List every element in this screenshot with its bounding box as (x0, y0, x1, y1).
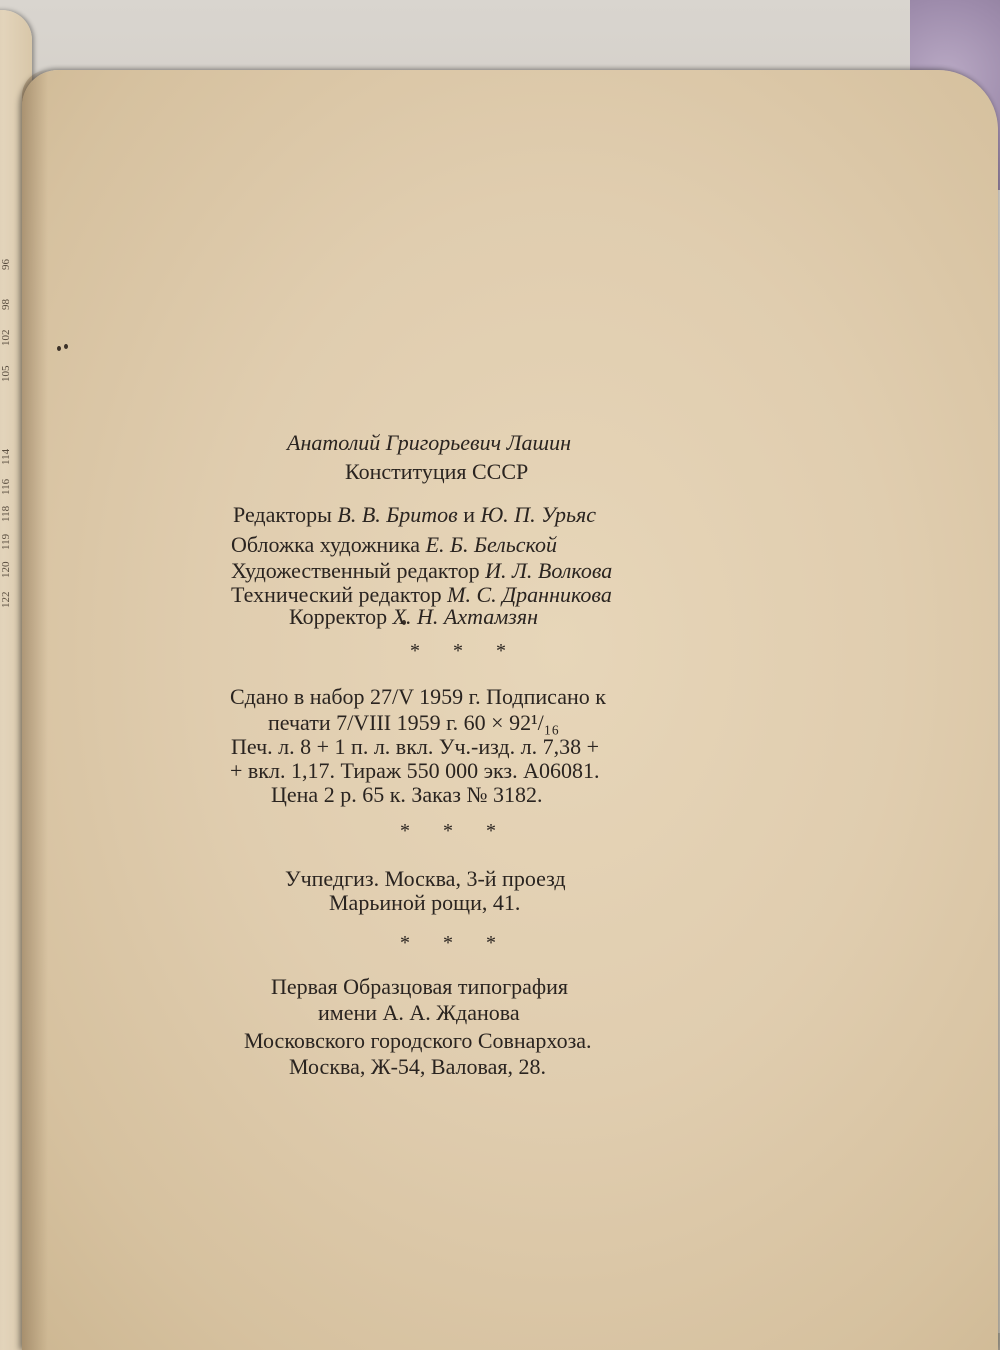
credit-join: и (457, 502, 481, 527)
page-number: 116 (0, 478, 12, 495)
printer-line: Первая Образцовая типография (271, 974, 569, 999)
printer-line: имени А. А. Жданова (318, 1000, 520, 1025)
printing-info-line: печати 7/VIII 1959 г. 60 × 92¹/₁₆ (268, 710, 560, 735)
credit-name: Х. Н. Ахтамзян (392, 604, 539, 629)
credit-role: Обложка художника (231, 532, 426, 557)
credit-role: Технический редактор (231, 582, 448, 607)
credit-art-editor (231, 558, 612, 584)
page-number: 98 (0, 299, 12, 310)
credit-cover-artist (231, 532, 557, 558)
credit-role: Редакторы (233, 502, 338, 527)
page-gutter-shadow (22, 70, 48, 1350)
page-number: 102 (0, 329, 12, 346)
page-number: 119 (0, 533, 12, 550)
printing-info-line: Сдано в набор 27/V 1959 г. Подписано к (230, 684, 606, 709)
credit-name: Е. Б. Бельской (425, 532, 558, 557)
credit-name: Ю. П. Урьяс (480, 502, 596, 527)
printer-line: Москва, Ж-54, Валовая, 28. (289, 1054, 547, 1079)
credit-name: И. Л. Волкова (485, 558, 613, 583)
publisher-line: Марьиной рощи, 41. (329, 890, 521, 915)
publisher-line: Учпедгиз. Москва, 3-й проезд (285, 866, 566, 891)
credit-role: Художественный редактор (231, 558, 486, 583)
ink-spot (57, 346, 61, 351)
page-number: 118 (0, 505, 12, 522)
ink-spot (64, 344, 68, 349)
printing-info-line: + вкл. 1,17. Тираж 550 000 экз. А06081. (230, 758, 600, 783)
separator-stars: * * * (410, 640, 520, 662)
page-number: 105 (0, 365, 12, 382)
page-number: 122 (0, 591, 12, 608)
page-number: 114 (0, 448, 12, 465)
page-number: 120 (0, 561, 12, 578)
separator-stars: * * * (400, 820, 510, 842)
credit-editors (233, 502, 596, 528)
credit-name: В. В. Бритов (337, 502, 458, 527)
printer-line: Московского городского Совнархоза. (244, 1028, 592, 1053)
credit-role: Корректор (289, 604, 393, 629)
printing-info-line: Цена 2 р. 65 к. Заказ № 3182. (271, 782, 543, 807)
author-name: Анатолий Григорьевич Лашин (287, 430, 572, 455)
book-title: Конституция СССР (345, 459, 529, 484)
credit-proofreader (289, 604, 538, 630)
page-number: 96 (0, 259, 12, 270)
printing-info-line: Печ. л. 8 + 1 п. л. вкл. Уч.-изд. л. 7,38 + (231, 734, 599, 759)
separator-stars: * * * (400, 932, 510, 954)
credit-name: М. С. Дранникова (447, 582, 612, 607)
